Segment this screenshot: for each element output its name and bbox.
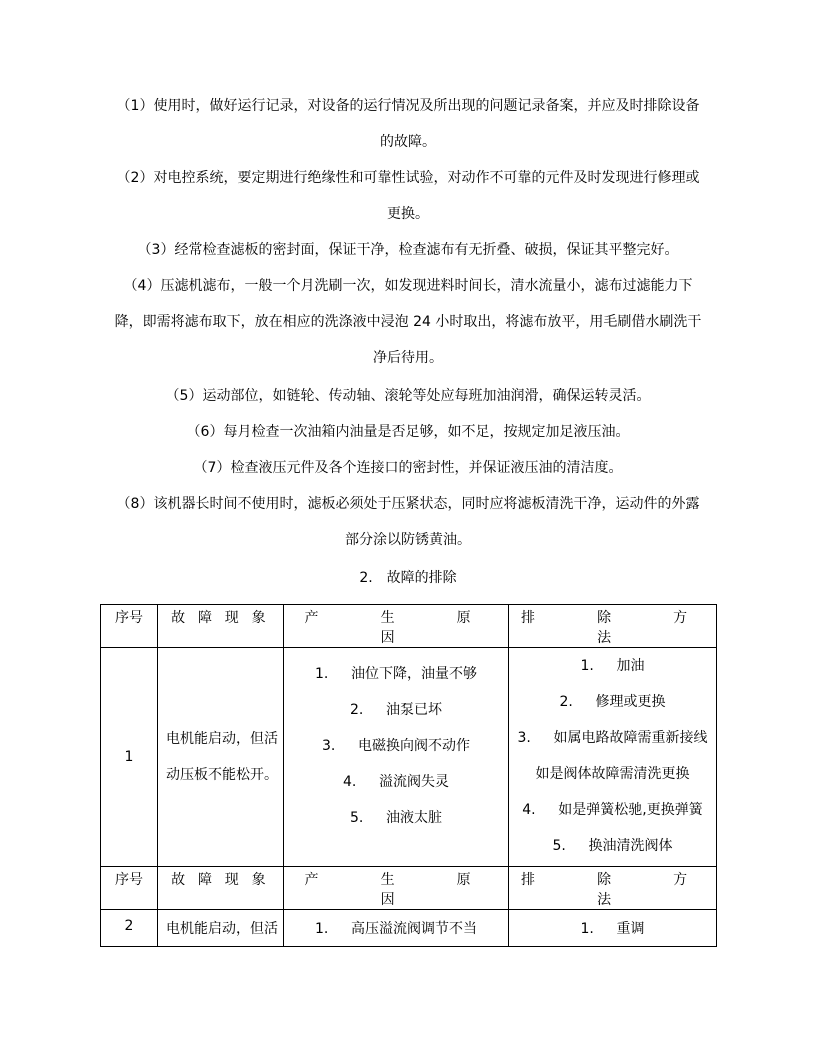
- table-row: [101, 910, 717, 947]
- paragraph-4: （4）压滤机滤布，一般一个月洗刷一次，如发现进料时间长，清水流量小，滤布过滤能力下降，即需将滤布取下，放在相应的洗涤液中浸泡 24 小时取出，将滤布放平，用毛刷借水刷洗干净后待用。: [114, 278, 702, 366]
- remedy-text: 如是弹簧松驰,更换弹簧: [558, 802, 703, 818]
- remedy-number: 4.: [522, 802, 536, 818]
- row-index: 2: [101, 910, 158, 947]
- paragraph-6: （6）每月检查一次油箱内油量是否足够，如不足，按规定加足液压油。: [186, 424, 630, 440]
- header-remedy-label: 排 除 方 法: [521, 872, 704, 908]
- remedy-list: [509, 648, 716, 864]
- header-cause-label: 产 生 原 因: [304, 872, 488, 908]
- troubleshooting-table: [100, 604, 717, 947]
- row-symptom: [158, 910, 284, 947]
- remedy-number: 2.: [559, 694, 573, 710]
- header-cause: [284, 605, 509, 648]
- remedy-number: 3.: [517, 730, 531, 746]
- paragraph-5: （5）运动部位，如链轮、传动轴、滚轮等处应每班加油润滑，确保运转灵活。: [165, 388, 651, 404]
- list-item: [284, 656, 508, 692]
- cause-text: 油泵已坏: [386, 702, 442, 718]
- table-row: [101, 648, 717, 867]
- cause-number: 5.: [350, 810, 364, 826]
- table-header-row: [101, 605, 717, 648]
- header-cause: [284, 867, 509, 910]
- cause-text: 溢流阀失灵: [379, 774, 449, 790]
- symptom-text: 电机能启动，但活: [166, 921, 278, 937]
- header-remedy: [509, 605, 717, 648]
- row-remedies: [509, 648, 717, 867]
- cause-number: 1.: [315, 921, 329, 937]
- header-symptom-label: 故 障 现 象: [171, 610, 270, 626]
- paragraph-1: （1）使用时，做好运行记录，对设备的运行情况及所出现的问题记录备案，并应及时排除设备的故障。: [116, 98, 700, 150]
- list-item: [509, 792, 716, 828]
- header-cause-label: 产 生 原 因: [304, 610, 488, 646]
- list-item: [284, 800, 508, 836]
- cause-number: 2.: [350, 702, 364, 718]
- paragraph-8: （8）该机器长时间不使用时，滤板必须处于压紧状态，同时应将滤板清洗干净，运动件的外露部分涂以防锈黄油。: [116, 496, 700, 548]
- remedy-number: 1.: [580, 921, 594, 937]
- cause-number: 3.: [322, 738, 336, 754]
- header-index: [101, 867, 158, 910]
- cause-text: 油液太脏: [386, 810, 442, 826]
- header-index-label: 序号: [115, 872, 143, 888]
- row-index: 1: [101, 648, 158, 867]
- cause-list: [284, 656, 508, 836]
- symptom-text: 电机能启动，但活动压板不能松开。: [166, 731, 278, 783]
- remedy-number: 5.: [552, 838, 566, 854]
- header-index: [101, 605, 158, 648]
- paragraph-3: （3）经常检查滤板的密封面，保证干净，检查滤布有无折叠、破损，保证其平整完好。: [137, 242, 679, 258]
- paragraph-7: （7）检查液压元件及各个连接口的密封性，并保证液压油的清洁度。: [193, 460, 623, 476]
- list-item: [509, 684, 716, 720]
- cause-text: 油位下降，油量不够: [351, 666, 477, 682]
- remedy-text: 加油: [616, 658, 645, 674]
- cause-text: 高压溢流阀调节不当: [351, 921, 477, 937]
- list-item: [509, 828, 716, 864]
- paragraph-2: （2）对电控系统，要定期进行绝缘性和可靠性试验，对动作不可靠的元件及时发现进行修理或更换。: [116, 170, 700, 222]
- section-title: 2. 故障的排除: [359, 570, 457, 586]
- cause-number: 1.: [315, 666, 329, 682]
- header-symptom: [158, 605, 284, 648]
- header-symptom-label: 故 障 现 象: [171, 872, 270, 888]
- list-item: [509, 756, 716, 792]
- header-remedy-label: 排 除 方 法: [521, 610, 704, 646]
- list-item: [284, 728, 508, 764]
- remedy-text: 换油清洗阀体: [588, 838, 673, 854]
- row-symptom: [158, 648, 284, 867]
- remedy-text: 修理或更换: [595, 694, 666, 710]
- table-header-row: [101, 867, 717, 910]
- header-remedy: [509, 867, 717, 910]
- list-item: [284, 764, 508, 800]
- remedy-number: 1.: [580, 658, 594, 674]
- cause-number: 4.: [343, 774, 357, 790]
- list-item: [509, 720, 716, 756]
- row-causes: [284, 648, 509, 867]
- row-remedies: [509, 910, 717, 947]
- remedy-text: 重调: [616, 921, 645, 937]
- header-index-label: 序号: [115, 610, 143, 626]
- header-symptom: [158, 867, 284, 910]
- remedy-text: 如属电路故障需重新接线: [553, 730, 708, 746]
- cause-text: 电磁换向阀不动作: [358, 738, 470, 754]
- row-causes: [284, 910, 509, 947]
- remedy-text: 如是阀体故障需清洗更换: [535, 766, 690, 782]
- list-item: [509, 648, 716, 684]
- list-item: [284, 692, 508, 728]
